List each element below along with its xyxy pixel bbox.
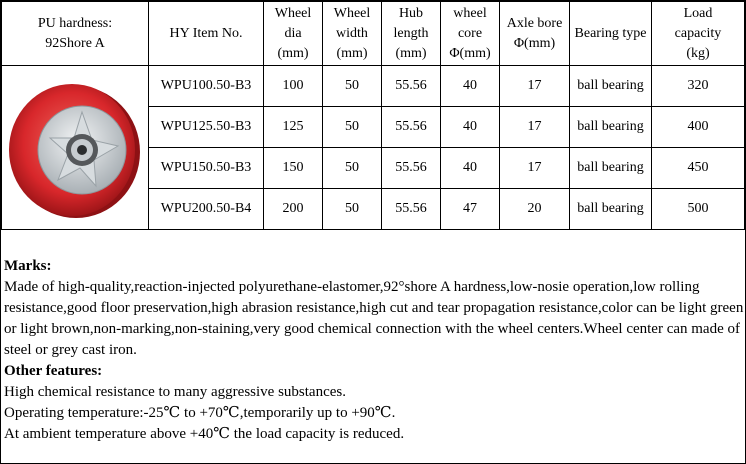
cell-bearing-type: ball bearing xyxy=(570,66,652,107)
cell-item-no: WPU200.50-B4 xyxy=(149,189,264,230)
other-feature-line: High chemical resistance to many aggressive substances. xyxy=(4,384,346,400)
cell-bearing-type: ball bearing xyxy=(570,148,652,189)
cell-axle-bore: 17 xyxy=(500,66,570,107)
cell-hub-length: 55.56 xyxy=(382,107,441,148)
cell-wheel-width: 50 xyxy=(323,107,382,148)
other-feature-line: At ambient temperature above +40℃ the load capacity is reduced. xyxy=(4,426,405,442)
cell-item-no: WPU100.50-B3 xyxy=(149,66,264,107)
header-row xyxy=(2,2,745,66)
cell-wheel-dia: 125 xyxy=(264,107,323,148)
cell-load-capacity: 400 xyxy=(652,107,745,148)
header-bearing-type: Bearing type xyxy=(570,2,652,66)
cell-item-no: WPU125.50-B3 xyxy=(149,107,264,148)
cell-wheel-core: 40 xyxy=(441,66,500,107)
other-features-heading: Other features: xyxy=(4,363,103,379)
cell-bearing-type: ball bearing xyxy=(570,107,652,148)
cell-wheel-width: 50 xyxy=(323,66,382,107)
cell-wheel-core: 40 xyxy=(441,148,500,189)
wheel-image-cell xyxy=(2,66,149,230)
header-hub-length: Hub length (mm) xyxy=(382,2,441,66)
cell-axle-bore: 20 xyxy=(500,189,570,230)
cell-wheel-dia: 100 xyxy=(264,66,323,107)
cell-wheel-core: 40 xyxy=(441,107,500,148)
cell-load-capacity: 450 xyxy=(652,148,745,189)
header-axle-bore: Axle bore Φ(mm) xyxy=(500,2,570,66)
cell-hub-length: 55.56 xyxy=(382,148,441,189)
header-load-capacity: Load capacity (kg) xyxy=(652,2,745,66)
cell-wheel-width: 50 xyxy=(323,189,382,230)
cell-load-capacity: 320 xyxy=(652,66,745,107)
cell-wheel-core: 47 xyxy=(441,189,500,230)
cell-axle-bore: 17 xyxy=(500,148,570,189)
spec-table xyxy=(1,1,745,230)
cell-item-no: WPU150.50-B3 xyxy=(149,148,264,189)
header-wheel-core: wheel core Φ(mm) xyxy=(441,2,500,66)
cell-wheel-dia: 200 xyxy=(264,189,323,230)
table-row xyxy=(2,66,745,107)
cell-hub-length: 55.56 xyxy=(382,66,441,107)
cell-wheel-dia: 150 xyxy=(264,148,323,189)
marks-heading: Marks: xyxy=(4,258,52,274)
header-wheel-width: Wheel width (mm) xyxy=(323,2,382,66)
header-wheel-dia: Wheel dia (mm) xyxy=(264,2,323,66)
notes-section xyxy=(4,256,744,445)
cell-load-capacity: 500 xyxy=(652,189,745,230)
cell-hub-length: 55.56 xyxy=(382,189,441,230)
pu-wheel-image xyxy=(6,82,142,218)
marks-text: Made of high-quality,reaction-injected polyurethane-elastomer,92°shore A hardness,low-nosie operation,low rolling resistance,good floor preservation,high abrasion resistance,high cut and tear propagation resistance,color can be light green or light brown,non-marking,non-staining,very good chemical connection with the wheel centers.Wheel center can made of steel or grey cast iron. xyxy=(4,279,744,358)
cell-axle-bore: 17 xyxy=(500,107,570,148)
header-item-no: HY Item No. xyxy=(149,2,264,66)
other-feature-line: Operating temperature:-25℃ to +70℃,temporarily up to +90℃. xyxy=(4,405,396,421)
cell-bearing-type: ball bearing xyxy=(570,189,652,230)
cell-wheel-width: 50 xyxy=(323,148,382,189)
header-pu-hardness: PU hardness: 92Shore A xyxy=(2,2,149,66)
